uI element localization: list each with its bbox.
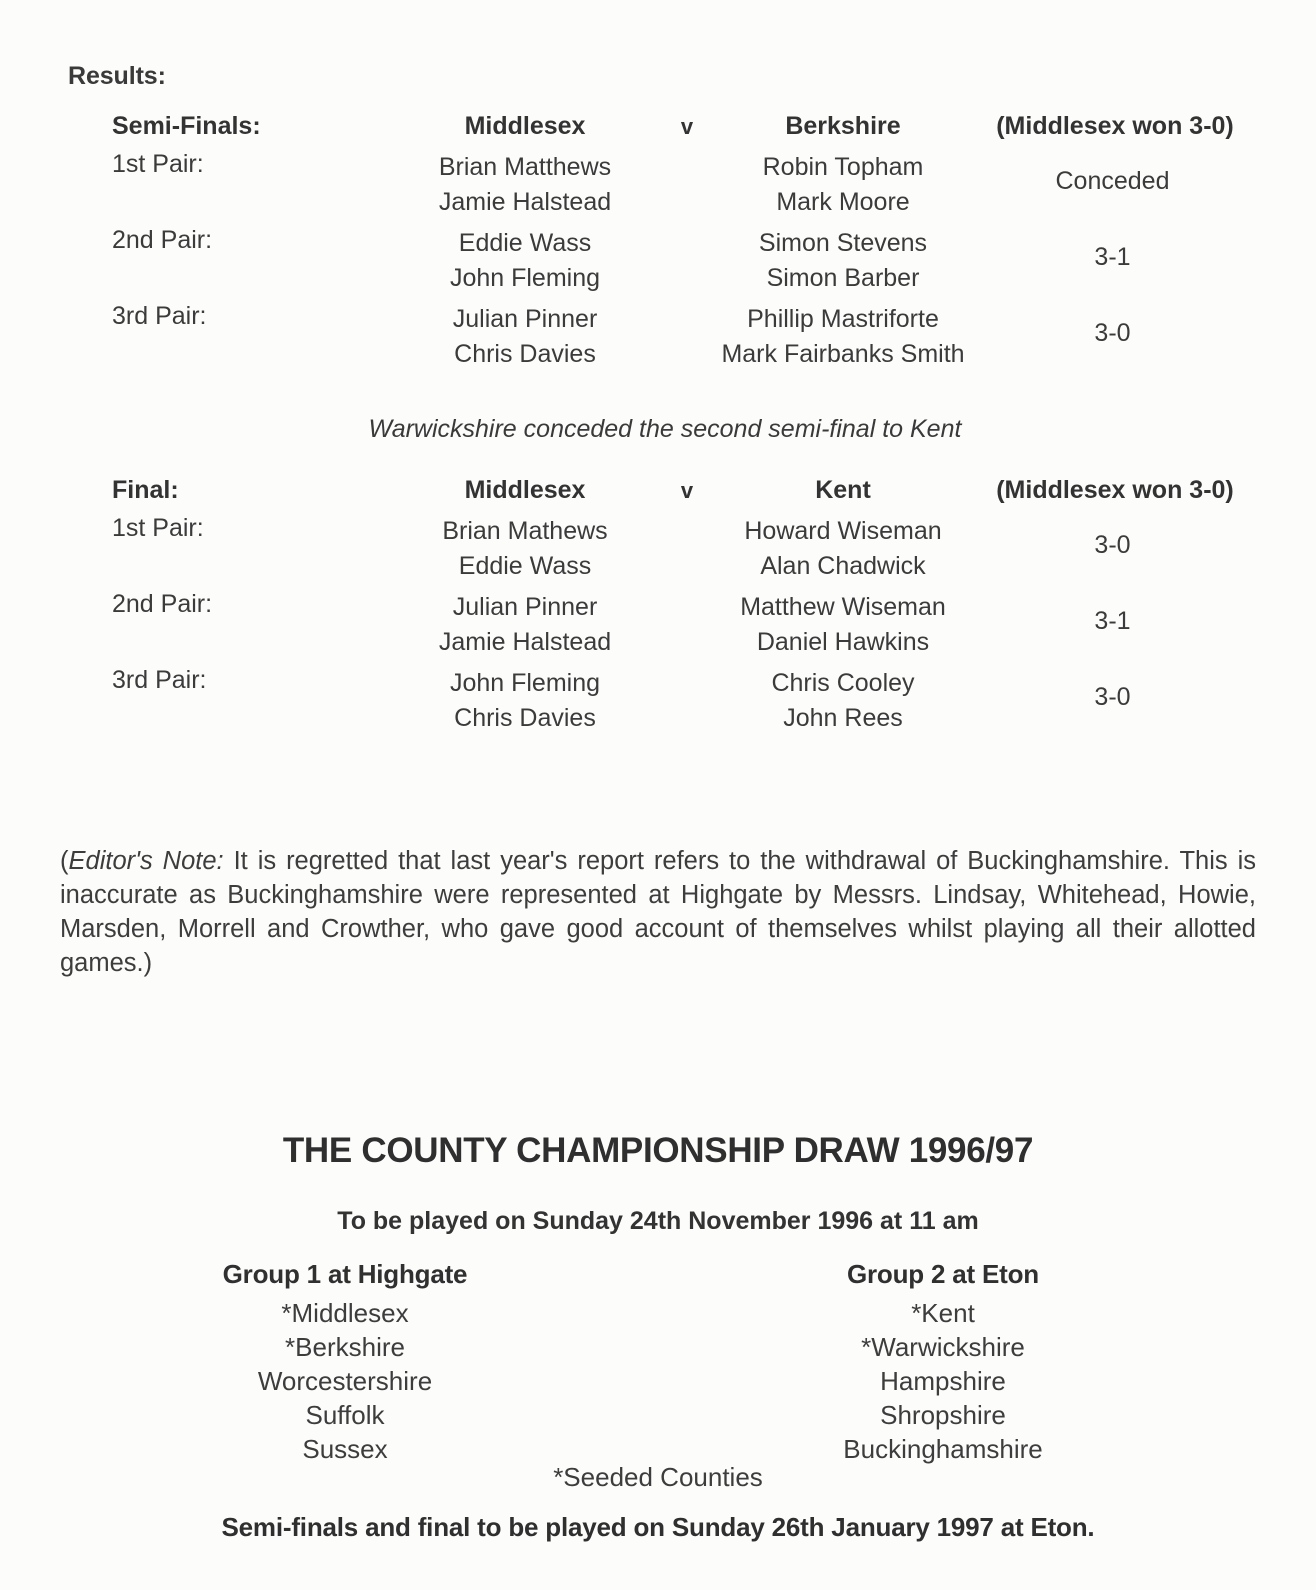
- home-player: Chris Davies: [454, 704, 596, 732]
- home-player: John Fleming: [449, 264, 601, 292]
- pair-home-players: [365, 666, 685, 736]
- pair-row: [0, 226, 1316, 302]
- semi-finals-home-team: Middlesex: [464, 112, 586, 140]
- final-versus: v: [680, 478, 694, 503]
- home-player: Brian Mathews: [442, 517, 608, 545]
- group-1-team: Sussex: [302, 1434, 388, 1464]
- pair-score: 3-0: [1094, 683, 1131, 711]
- pair-score: 3-1: [1094, 607, 1131, 635]
- pair-score: 3-1: [1094, 243, 1131, 271]
- group-1-team: *Middlesex: [281, 1298, 409, 1328]
- pair-home-players: [365, 590, 685, 660]
- pair-away-players: [683, 150, 1003, 220]
- pair-label: 2nd Pair:: [112, 590, 213, 618]
- editor-note: [60, 844, 1256, 980]
- pair-row: [0, 514, 1316, 590]
- editor-note-lead: Editor's Note:: [68, 846, 224, 875]
- home-player: John Fleming: [449, 669, 601, 697]
- semi-finals-result-summary: (Middlesex won 3-0): [996, 112, 1234, 140]
- group-2-team: Shropshire: [880, 1400, 1006, 1430]
- semi-finals-versus: v: [680, 114, 694, 139]
- away-player: Mark Fairbanks Smith: [721, 340, 965, 368]
- home-player: Julian Pinner: [452, 305, 598, 333]
- group-1-team: Suffolk: [305, 1400, 385, 1430]
- semi-finals-header: [0, 112, 1316, 150]
- concede-note-text: Warwickshire conceded the second semi-final to Kent: [368, 415, 962, 443]
- final-block: [0, 476, 1316, 742]
- pair-row: [0, 150, 1316, 226]
- semi-finals-away-team: Berkshire: [785, 112, 901, 140]
- home-player: Jamie Halstead: [438, 188, 612, 216]
- final-result-summary: (Middlesex won 3-0): [996, 476, 1234, 504]
- group-2-title: Group 2 at Eton: [846, 1259, 1039, 1289]
- home-player: Brian Matthews: [438, 153, 612, 181]
- pair-away-players: [683, 226, 1003, 296]
- editor-note-body: It is regretted that last year's report refers to the withdrawal of Buckinghamshire. This is inaccurate as Buckinghamshire were represented at Highgate by Messrs. Lindsay, Whitehead, Howie, Marsden, Morrell and Crowther, who gave good account of themselves whilst playing all their allotted games.): [60, 846, 1256, 977]
- final-label: Final:: [112, 476, 179, 504]
- draw-subtitle: To be played on Sunday 24th November 1996 at 11 am: [337, 1207, 979, 1235]
- pair-score: 3-0: [1094, 531, 1131, 559]
- home-player: Julian Pinner: [452, 593, 598, 621]
- away-player: Alan Chadwick: [760, 552, 926, 580]
- group-2-team: Buckinghamshire: [843, 1434, 1043, 1464]
- away-player: Matthew Wiseman: [740, 593, 946, 621]
- pair-score: Conceded: [1055, 167, 1170, 195]
- away-player: Chris Cooley: [771, 669, 915, 697]
- pair-away-players: [683, 666, 1003, 736]
- away-player: Simon Stevens: [758, 229, 928, 257]
- group-2-team: *Kent: [911, 1298, 975, 1328]
- away-player: John Rees: [783, 704, 903, 732]
- pair-label: 3rd Pair:: [112, 666, 207, 694]
- home-player: Eddie Wass: [458, 229, 592, 257]
- home-player: Jamie Halstead: [438, 628, 612, 656]
- pair-row: [0, 590, 1316, 666]
- away-player: Phillip Mastriforte: [747, 305, 939, 333]
- group-2-team: *Warwickshire: [861, 1332, 1025, 1362]
- concede-note: [0, 415, 1316, 444]
- away-player: Daniel Hawkins: [756, 628, 930, 656]
- results-heading: Results:: [68, 62, 166, 90]
- pair-away-players: [683, 590, 1003, 660]
- away-player: Robin Topham: [762, 153, 924, 181]
- final-away-team: Kent: [815, 476, 871, 504]
- home-player: Chris Davies: [454, 340, 596, 368]
- away-player: Simon Barber: [766, 264, 920, 292]
- draw-title: THE COUNTY CHAMPIONSHIP DRAW 1996/97: [282, 1131, 1034, 1170]
- pair-home-players: [365, 226, 685, 296]
- final-home-team: Middlesex: [464, 476, 586, 504]
- editor-note-open-paren: (: [60, 846, 69, 875]
- pair-home-players: [365, 302, 685, 372]
- group-2-column: [733, 1259, 1153, 1466]
- pair-label: 1st Pair:: [112, 514, 204, 542]
- pair-score: 3-0: [1094, 319, 1131, 347]
- pair-label: 1st Pair:: [112, 150, 204, 178]
- group-1-title: Group 1 at Highgate: [222, 1259, 468, 1289]
- pair-label: 3rd Pair:: [112, 302, 207, 330]
- draw-footer: Semi-finals and final to be played on Sunday 26th January 1997 at Eton.: [221, 1512, 1095, 1542]
- seeded-counties-note: *Seeded Counties: [553, 1462, 763, 1492]
- pair-row: [0, 302, 1316, 378]
- pair-home-players: [365, 514, 685, 584]
- group-2-team: Hampshire: [880, 1366, 1006, 1396]
- group-1-team: Worcestershire: [257, 1366, 433, 1396]
- pair-label: 2nd Pair:: [112, 226, 213, 254]
- pair-row: [0, 666, 1316, 742]
- pair-home-players: [365, 150, 685, 220]
- final-header: [0, 476, 1316, 514]
- away-player: Mark Moore: [776, 188, 910, 216]
- pair-away-players: [683, 514, 1003, 584]
- group-1-column: [135, 1259, 555, 1466]
- semi-finals-label: Semi-Finals:: [112, 112, 261, 140]
- semi-finals-block: [0, 112, 1316, 378]
- away-player: Howard Wiseman: [744, 517, 942, 545]
- group-1-team: *Berkshire: [285, 1332, 405, 1362]
- home-player: Eddie Wass: [458, 552, 592, 580]
- pair-away-players: [683, 302, 1003, 372]
